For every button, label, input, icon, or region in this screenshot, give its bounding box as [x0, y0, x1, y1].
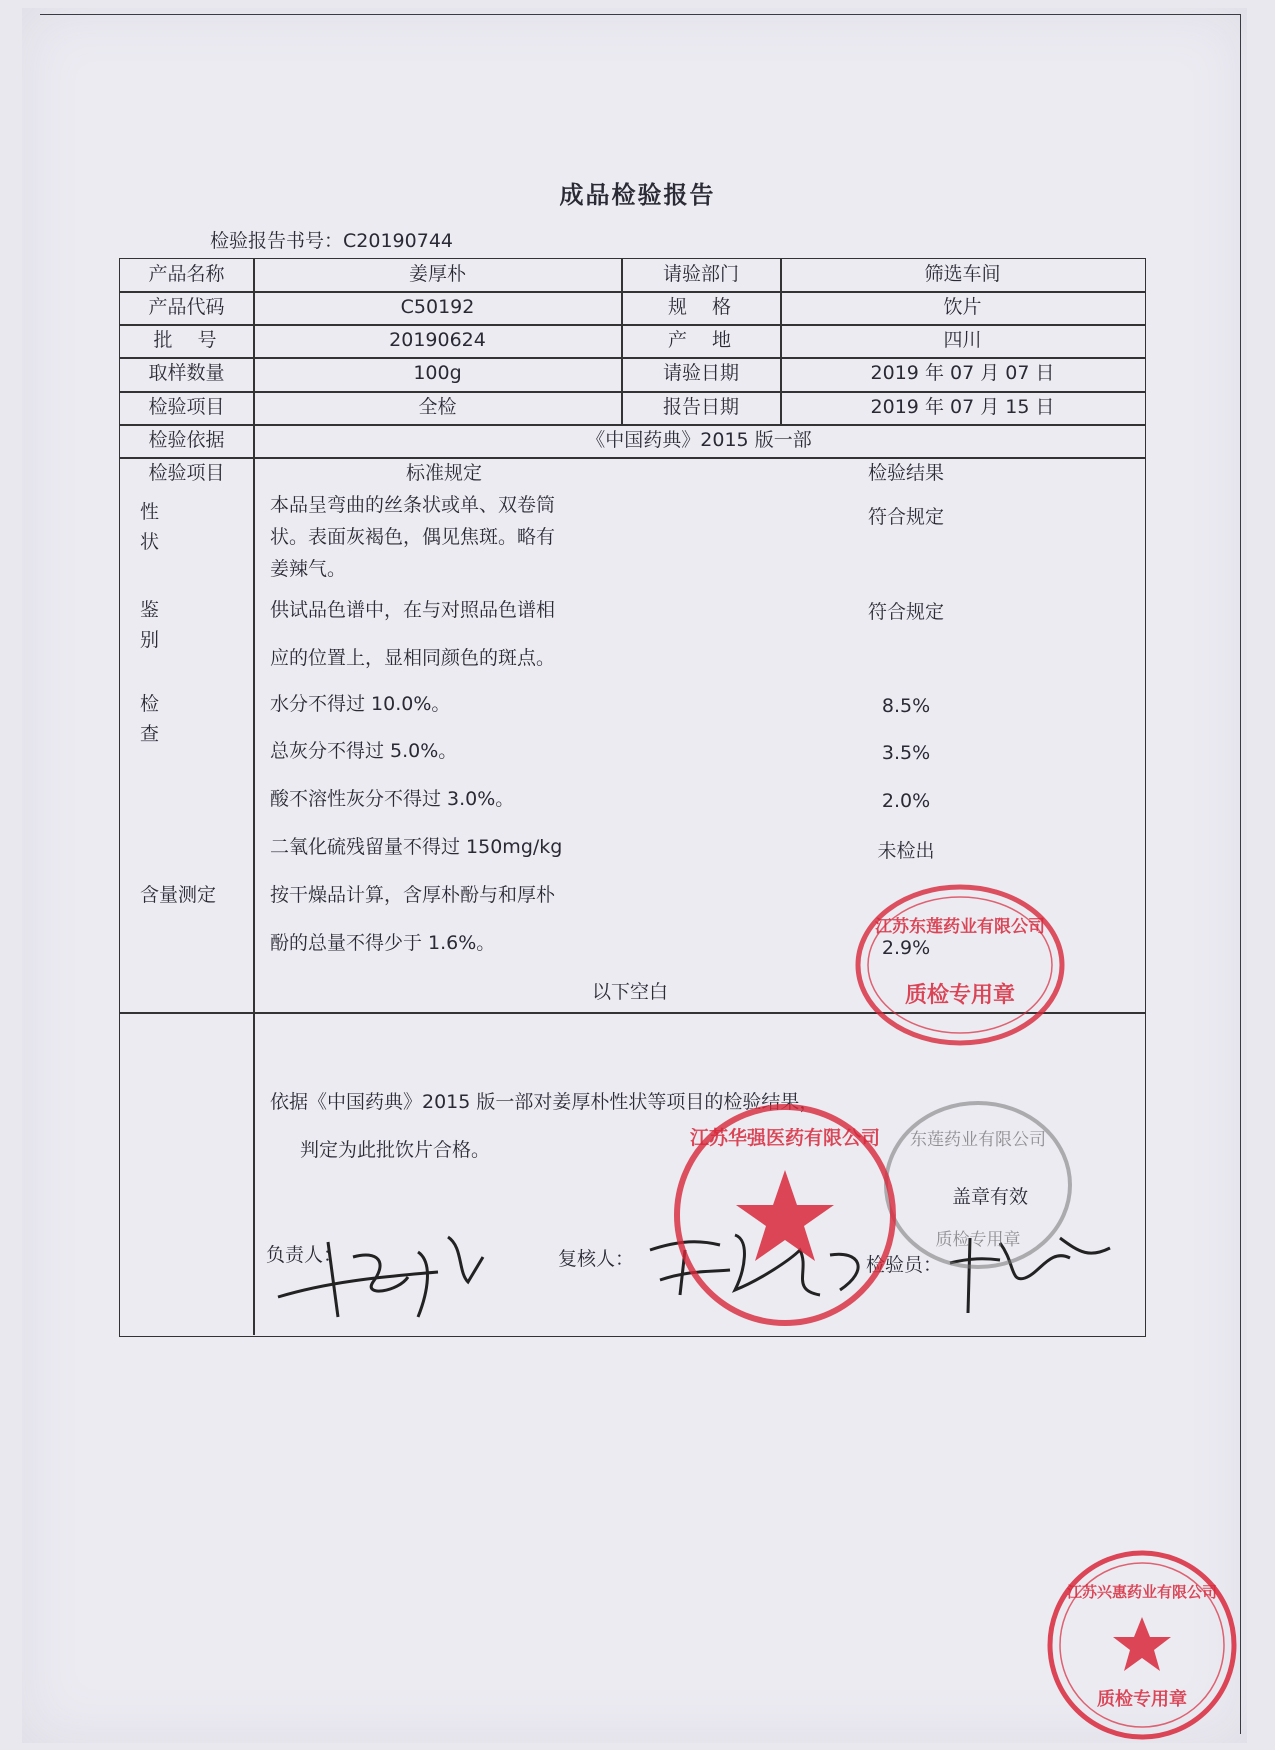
- label-product-code: 产品代码: [148, 296, 225, 318]
- scan-edge-line-right: [1240, 14, 1241, 1734]
- label-report-date: 报告日期: [662, 396, 739, 418]
- value-request-date: 2019 年 07 月 07 日: [870, 362, 1055, 384]
- standard-assay-line1: 按干燥品计算，含厚朴酚与和厚朴: [270, 884, 556, 906]
- value-request-dept: 筛选车间: [924, 263, 1001, 285]
- label-origin: 产 地: [667, 329, 734, 351]
- qc-seal-top-company: 江苏东莲药业有限公司: [875, 917, 1045, 937]
- value-product-name: 姜厚朴: [408, 263, 466, 285]
- report-number: [210, 226, 453, 253]
- result-moisture: 8.5%: [881, 695, 931, 717]
- conclusion-line2: 判定为此批饮片合格。: [300, 1139, 491, 1161]
- value-basis: 《中国药典》2015 版一部: [586, 429, 812, 451]
- test-item-inspection: 检 查: [140, 693, 239, 745]
- label-product-name: 产品名称: [148, 263, 225, 285]
- value-batch: 20190624: [389, 329, 486, 351]
- standard-acid-insoluble-ash: 酸不溶性灰分不得过 3.0%。: [270, 788, 515, 810]
- report-number-value: C20190744: [343, 230, 453, 252]
- result-appearance: 符合规定: [867, 506, 944, 528]
- value-product-code: C50192: [400, 296, 475, 318]
- test-item-identification: 鉴 别: [140, 599, 239, 651]
- result-identification: 符合规定: [867, 601, 944, 623]
- col-header-result: 检验结果: [867, 462, 944, 484]
- report-title: 成品检验报告: [559, 181, 716, 209]
- value-origin: 四川: [943, 329, 982, 351]
- standard-appearance-line1: 本品呈弯曲的丝条状或单、双卷筒: [270, 494, 556, 516]
- label-batch: 批 号: [153, 329, 220, 351]
- label-request-dept: 请验部门: [662, 263, 739, 285]
- responsible-label: 负责人：: [266, 1244, 343, 1266]
- test-item-assay: 含量测定: [140, 884, 217, 906]
- label-spec: 规 格: [667, 296, 734, 318]
- value-report-date: 2019 年 07 月 15 日: [870, 396, 1055, 418]
- label-request-date: 请验日期: [662, 362, 739, 384]
- standard-identification-line1: 供试品色谱中，在与对照品色谱相: [270, 599, 556, 621]
- test-item-appearance: 性 状: [140, 501, 239, 553]
- value-spec: 饮片: [943, 296, 982, 318]
- col-header-item: 检验项目: [148, 462, 225, 484]
- result-acid-insoluble-ash: 2.0%: [881, 790, 931, 812]
- col-header-standard: 标准规定: [405, 462, 482, 484]
- value-test-items: 全检: [418, 396, 457, 418]
- standard-sulfur-dioxide: 二氧化硫残留量不得过 150mg/kg: [270, 836, 563, 858]
- scan-edge-line: [40, 14, 1240, 15]
- label-sample-qty: 取样数量: [148, 362, 225, 384]
- red-seal-company: 江苏华强医药有限公司: [689, 1127, 881, 1149]
- qc-seal-bottom-purpose: 质检专用章: [1097, 1689, 1187, 1710]
- result-total-ash: 3.5%: [881, 742, 931, 764]
- qc-seal-bottom-company: 江苏兴惠药业有限公司: [1066, 1583, 1218, 1601]
- standard-appearance-line2: 状。表面灰褐色，偶见焦斑。略有: [270, 526, 556, 548]
- grey-seal-purpose: 质检专用章: [935, 1230, 1021, 1250]
- standard-assay-line2: 酚的总量不得少于 1.6%。: [270, 932, 496, 954]
- report-number-label: 检验报告书号：: [210, 230, 344, 252]
- label-basis: 检验依据: [148, 429, 225, 451]
- conclusion-line1: 依据《中国药典》2015 版一部对姜厚朴性状等项目的检验结果，: [270, 1091, 819, 1113]
- standard-total-ash: 总灰分不得过 5.0%。: [270, 740, 458, 762]
- standard-moisture: 水分不得过 10.0%。: [270, 693, 451, 715]
- table-rule: [119, 1012, 1145, 1014]
- inspector-label: 检验员：: [866, 1254, 943, 1276]
- value-sample-qty: 100g: [413, 362, 462, 384]
- blank-below-note: 以下空白: [591, 981, 668, 1003]
- label-test-items: 检验项目: [148, 396, 225, 418]
- qc-seal-top-purpose: 质检专用章: [904, 983, 1016, 1008]
- standard-appearance-line3: 姜辣气。: [270, 558, 347, 580]
- result-assay: 2.9%: [881, 937, 931, 959]
- result-sulfur-dioxide: 未检出: [877, 840, 935, 862]
- seal-valid-note: 盖章有效: [952, 1186, 1029, 1208]
- grey-seal-company: 东莲药业有限公司: [910, 1130, 1046, 1150]
- standard-identification-line2: 应的位置上，显相同颜色的斑点。: [270, 647, 556, 669]
- table-col-rule: [253, 1012, 255, 1335]
- reviewer-label: 复核人：: [558, 1248, 635, 1270]
